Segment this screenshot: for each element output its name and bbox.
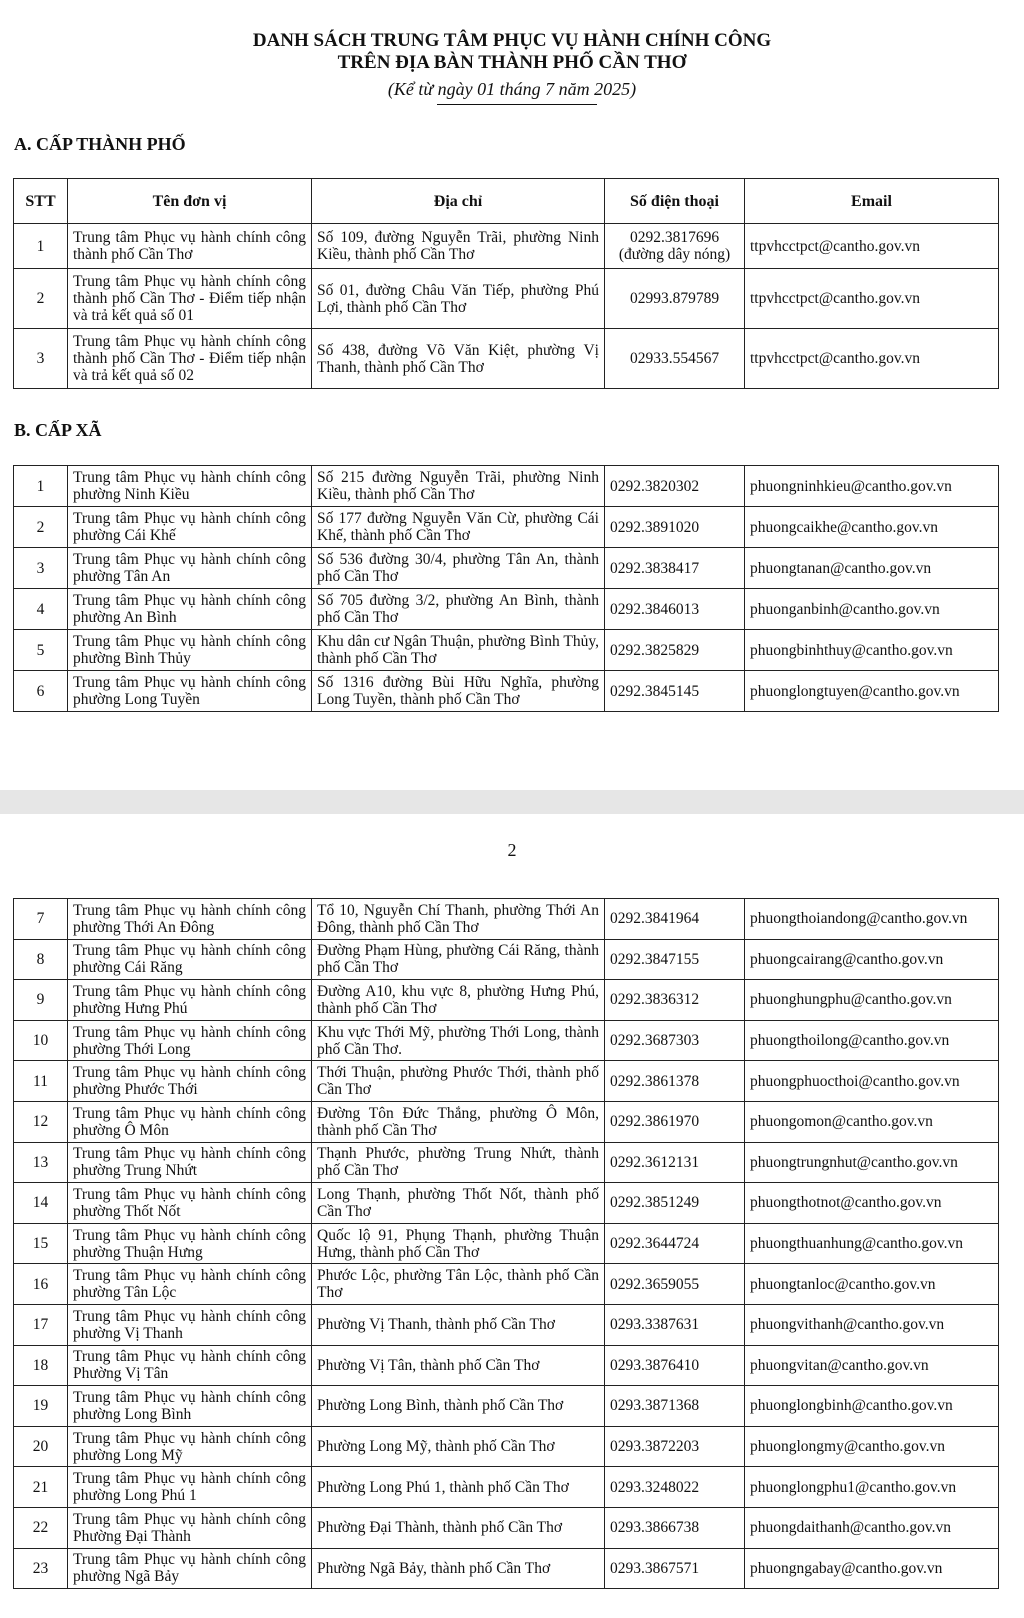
row-number: 16 xyxy=(14,1264,68,1305)
unit-phone[interactable]: 0292.3891020 xyxy=(605,507,745,548)
unit-email[interactable]: phuongthoiandong@cantho.gov.vn xyxy=(745,899,999,940)
unit-name: Trung tâm Phục vụ hành chính công phường Tân An xyxy=(68,548,312,589)
unit-email[interactable]: phuongomon@cantho.gov.vn xyxy=(745,1101,999,1142)
row-number: 4 xyxy=(14,589,68,630)
unit-phone[interactable]: 0292.3817696 (đường dây nóng) xyxy=(605,224,745,269)
unit-name: Trung tâm Phục vụ hành chính công thành phố Cần Thơ xyxy=(68,224,312,269)
unit-phone[interactable]: 02993.879789 xyxy=(605,269,745,329)
col-header-email: Email xyxy=(745,179,999,224)
table-row xyxy=(14,1345,999,1386)
table-row xyxy=(14,548,999,589)
unit-address: Phước Lộc, phường Tân Lộc, thành phố Cần Thơ xyxy=(312,1264,605,1305)
unit-phone[interactable]: 0293.3387631 xyxy=(605,1304,745,1345)
unit-phone[interactable]: 0292.3861970 xyxy=(605,1101,745,1142)
unit-phone[interactable]: 0293.3871368 xyxy=(605,1386,745,1427)
row-number: 11 xyxy=(14,1061,68,1102)
row-number: 8 xyxy=(14,939,68,980)
unit-email[interactable]: phuongninhkieu@cantho.gov.vn xyxy=(745,466,999,507)
unit-address: Số 1316 đường Bùi Hữu Nghĩa, phường Long Tuyền, thành phố Cần Thơ xyxy=(312,671,605,712)
unit-address: Tổ 10, Nguyễn Chí Thanh, phường Thới An Đông, thành phố Cần Thơ xyxy=(312,899,605,940)
row-number: 2 xyxy=(14,507,68,548)
table-city-level xyxy=(13,178,999,389)
unit-address: Khu vực Thới Mỹ, phường Thới Long, thành phố Cần Thơ. xyxy=(312,1020,605,1061)
table-row xyxy=(14,1101,999,1142)
unit-email[interactable]: phuongtanan@cantho.gov.vn xyxy=(745,548,999,589)
row-number: 13 xyxy=(14,1142,68,1183)
table-row xyxy=(14,1183,999,1224)
row-number: 22 xyxy=(14,1507,68,1548)
unit-name: Trung tâm Phục vụ hành chính công phường Bình Thủy xyxy=(68,630,312,671)
table-row xyxy=(14,1264,999,1305)
unit-name: Trung tâm Phục vụ hành chính công phường Trung Nhứt xyxy=(68,1142,312,1183)
unit-phone[interactable]: 0292.3841964 xyxy=(605,899,745,940)
table-row xyxy=(14,224,999,269)
table-row xyxy=(14,269,999,329)
row-number: 5 xyxy=(14,630,68,671)
unit-email[interactable]: phuonglongbinh@cantho.gov.vn xyxy=(745,1386,999,1427)
table-row xyxy=(14,939,999,980)
unit-address: Đường Tôn Đức Thắng, phường Ô Môn, thành phố Cần Thơ xyxy=(312,1101,605,1142)
row-number: 17 xyxy=(14,1304,68,1345)
unit-address: Phường Long Phú 1, thành phố Cần Thơ xyxy=(312,1467,605,1508)
unit-phone[interactable]: 0292.3687303 xyxy=(605,1020,745,1061)
unit-address: Số 215 đường Nguyễn Trãi, phường Ninh Kiều, thành phố Cần Thơ xyxy=(312,466,605,507)
title-underline xyxy=(437,104,597,105)
unit-email[interactable]: phuongcaikhe@cantho.gov.vn xyxy=(745,507,999,548)
unit-address: Số 438, đường Võ Văn Kiệt, phường Vị Thanh, thành phố Cần Thơ xyxy=(312,329,605,389)
document-page-2 xyxy=(0,814,1024,1618)
unit-email[interactable]: phuongthoilong@cantho.gov.vn xyxy=(745,1020,999,1061)
table-ward-level xyxy=(13,465,999,712)
table-row xyxy=(14,1507,999,1548)
unit-name: Trung tâm Phục vụ hành chính công Phường Vị Tân xyxy=(68,1345,312,1386)
unit-name: Trung tâm Phục vụ hành chính công thành phố Cần Thơ - Điểm tiếp nhận và trả kết quả số 01 xyxy=(68,269,312,329)
col-header-address: Địa chỉ xyxy=(312,179,605,224)
unit-phone[interactable]: 0292.3820302 xyxy=(605,466,745,507)
unit-phone[interactable]: 0292.3836312 xyxy=(605,980,745,1021)
unit-phone[interactable]: 0292.3838417 xyxy=(605,548,745,589)
document-title-line2: TRÊN ĐỊA BÀN THÀNH PHỐ CẦN THƠ xyxy=(337,52,687,73)
unit-name: Trung tâm Phục vụ hành chính công phường Tân Lộc xyxy=(68,1264,312,1305)
unit-phone[interactable]: 0293.3876410 xyxy=(605,1345,745,1386)
row-number: 10 xyxy=(14,1020,68,1061)
unit-address: Số 536 đường 30/4, phường Tân An, thành phố Cần Thơ xyxy=(312,548,605,589)
table-row xyxy=(14,671,999,712)
unit-phone[interactable]: 0292.3847155 xyxy=(605,939,745,980)
unit-email[interactable]: phuonganbinh@cantho.gov.vn xyxy=(745,589,999,630)
unit-email[interactable]: phuongngabay@cantho.gov.vn xyxy=(745,1548,999,1589)
unit-address: Số 705 đường 3/2, phường An Bình, thành phố Cần Thơ xyxy=(312,589,605,630)
unit-address: Phường Long Mỹ, thành phố Cần Thơ xyxy=(312,1426,605,1467)
row-number: 19 xyxy=(14,1386,68,1427)
unit-phone[interactable]: 0292.3825829 xyxy=(605,630,745,671)
unit-name: Trung tâm Phục vụ hành chính công phường Cái Khế xyxy=(68,507,312,548)
unit-address: Đường A10, khu vực 8, phường Hưng Phú, thành phố Cần Thơ xyxy=(312,980,605,1021)
table-row xyxy=(14,1548,999,1589)
table-row xyxy=(14,329,999,389)
unit-address: Số 01, đường Châu Văn Tiếp, phường Phú Lợi, thành phố Cần Thơ xyxy=(312,269,605,329)
unit-email[interactable]: ttpvhcctpct@cantho.gov.vn xyxy=(745,269,999,329)
unit-phone[interactable]: 0292.3612131 xyxy=(605,1142,745,1183)
unit-phone[interactable]: 0292.3846013 xyxy=(605,589,745,630)
unit-email[interactable]: ttpvhcctpct@cantho.gov.vn xyxy=(745,224,999,269)
unit-email[interactable]: ttpvhcctpct@cantho.gov.vn xyxy=(745,329,999,389)
unit-email[interactable]: phuongbinhthuy@cantho.gov.vn xyxy=(745,630,999,671)
page-separator xyxy=(0,790,1024,814)
row-number: 3 xyxy=(14,548,68,589)
unit-name: Trung tâm Phục vụ hành chính công phường Ninh Kiều xyxy=(68,466,312,507)
page-number: 2 xyxy=(507,840,517,860)
unit-email[interactable]: phuongtanloc@cantho.gov.vn xyxy=(745,1264,999,1305)
table-row xyxy=(14,1142,999,1183)
table-header-row xyxy=(14,179,999,224)
unit-name: Trung tâm Phục vụ hành chính công phường Ô Môn xyxy=(68,1101,312,1142)
unit-phone[interactable]: 0292.3861378 xyxy=(605,1061,745,1102)
unit-name: Trung tâm Phục vụ hành chính công phường Long Bình xyxy=(68,1386,312,1427)
unit-address: Phường Long Bình, thành phố Cần Thơ xyxy=(312,1386,605,1427)
unit-address: Phường Đại Thành, thành phố Cần Thơ xyxy=(312,1507,605,1548)
unit-phone[interactable]: 0292.3845145 xyxy=(605,671,745,712)
unit-email[interactable]: phuonglongmy@cantho.gov.vn xyxy=(745,1426,999,1467)
row-number: 12 xyxy=(14,1101,68,1142)
table-ward-level-continued xyxy=(13,898,999,1589)
table-row xyxy=(14,1386,999,1427)
col-header-name: Tên đơn vị xyxy=(68,179,312,224)
unit-phone[interactable]: 0292.3644724 xyxy=(605,1223,745,1264)
unit-name: Trung tâm Phục vụ hành chính công phường An Bình xyxy=(68,589,312,630)
unit-name: Trung tâm Phục vụ hành chính công phường Thốt Nốt xyxy=(68,1183,312,1224)
unit-email[interactable]: phuongthuanhung@cantho.gov.vn xyxy=(745,1223,999,1264)
unit-name: Trung tâm Phục vụ hành chính công phường Long Tuyền xyxy=(68,671,312,712)
unit-name: Trung tâm Phục vụ hành chính công phường Thới An Đông xyxy=(68,899,312,940)
table-row xyxy=(14,1223,999,1264)
table-row xyxy=(14,899,999,940)
unit-email[interactable]: phuongvithanh@cantho.gov.vn xyxy=(745,1304,999,1345)
row-number: 3 xyxy=(14,329,68,389)
unit-phone[interactable]: 02933.554567 xyxy=(605,329,745,389)
unit-email[interactable]: phuongthotnot@cantho.gov.vn xyxy=(745,1183,999,1224)
table-row xyxy=(14,1061,999,1102)
unit-address: Số 109, đường Nguyễn Trãi, phường Ninh Kiều, thành phố Cần Thơ xyxy=(312,224,605,269)
table-row xyxy=(14,630,999,671)
unit-phone[interactable]: 0293.3867571 xyxy=(605,1548,745,1589)
unit-email[interactable]: phuonglongphu1@cantho.gov.vn xyxy=(745,1467,999,1508)
unit-address: Phường Vị Tân, thành phố Cần Thơ xyxy=(312,1345,605,1386)
unit-phone[interactable]: 0292.3659055 xyxy=(605,1264,745,1305)
unit-phone[interactable]: 0293.3248022 xyxy=(605,1467,745,1508)
unit-name: Trung tâm Phục vụ hành chính công phường Ngã Bảy xyxy=(68,1548,312,1589)
row-number: 2 xyxy=(14,269,68,329)
col-header-stt: STT xyxy=(14,179,68,224)
unit-address: Số 177 đường Nguyễn Văn Cừ, phường Cái Khế, thành phố Cần Thơ xyxy=(312,507,605,548)
unit-email[interactable]: phuongtrungnhut@cantho.gov.vn xyxy=(745,1142,999,1183)
unit-email[interactable]: phuongvitan@cantho.gov.vn xyxy=(745,1345,999,1386)
row-number: 1 xyxy=(14,466,68,507)
unit-email[interactable]: phuongdaithanh@cantho.gov.vn xyxy=(745,1507,999,1548)
table-row xyxy=(14,466,999,507)
row-number: 21 xyxy=(14,1467,68,1508)
unit-address: Thạnh Phước, phường Trung Nhứt, thành phố Cần Thơ xyxy=(312,1142,605,1183)
unit-phone[interactable]: 0292.3851249 xyxy=(605,1183,745,1224)
unit-phone[interactable]: 0293.3872203 xyxy=(605,1426,745,1467)
unit-address: Phường Vị Thanh, thành phố Cần Thơ xyxy=(312,1304,605,1345)
unit-name: Trung tâm Phục vụ hành chính công Phường Đại Thành xyxy=(68,1507,312,1548)
unit-email[interactable]: phuonghungphu@cantho.gov.vn xyxy=(745,980,999,1021)
document-page-1 xyxy=(0,0,1024,790)
unit-address: Long Thạnh, phường Thốt Nốt, thành phố Cần Thơ xyxy=(312,1183,605,1224)
row-number: 20 xyxy=(14,1426,68,1467)
row-number: 15 xyxy=(14,1223,68,1264)
document-subtitle: (Kể từ ngày 01 tháng 7 năm 2025) xyxy=(387,79,637,99)
section-b-title: B. CẤP XÃ xyxy=(14,420,102,440)
row-number: 14 xyxy=(14,1183,68,1224)
row-number: 1 xyxy=(14,224,68,269)
table-row xyxy=(14,1020,999,1061)
table-row xyxy=(14,1467,999,1508)
row-number: 9 xyxy=(14,980,68,1021)
unit-name: Trung tâm Phục vụ hành chính công thành phố Cần Thơ - Điểm tiếp nhận và trả kết quả số 02 xyxy=(68,329,312,389)
unit-name: Trung tâm Phục vụ hành chính công phường Hưng Phú xyxy=(68,980,312,1021)
unit-email[interactable]: phuongcairang@cantho.gov.vn xyxy=(745,939,999,980)
unit-email[interactable]: phuonglongtuyen@cantho.gov.vn xyxy=(745,671,999,712)
unit-address: Khu dân cư Ngân Thuận, phường Bình Thủy, thành phố Cần Thơ xyxy=(312,630,605,671)
row-number: 6 xyxy=(14,671,68,712)
row-number: 18 xyxy=(14,1345,68,1386)
row-number: 7 xyxy=(14,899,68,940)
unit-name: Trung tâm Phục vụ hành chính công phường Phước Thới xyxy=(68,1061,312,1102)
table-row xyxy=(14,1304,999,1345)
unit-name: Trung tâm Phục vụ hành chính công phường Thới Long xyxy=(68,1020,312,1061)
table-row xyxy=(14,507,999,548)
unit-name: Trung tâm Phục vụ hành chính công phường Vị Thanh xyxy=(68,1304,312,1345)
unit-name: Trung tâm Phục vụ hành chính công phường Thuận Hưng xyxy=(68,1223,312,1264)
document-title-line1: DANH SÁCH TRUNG TÂM PHỤC VỤ HÀNH CHÍNH CÔNG xyxy=(252,30,772,51)
unit-name: Trung tâm Phục vụ hành chính công phường Long Phú 1 xyxy=(68,1467,312,1508)
unit-address: Phường Ngã Bảy, thành phố Cần Thơ xyxy=(312,1548,605,1589)
unit-name: Trung tâm Phục vụ hành chính công phường Cái Răng xyxy=(68,939,312,980)
row-number: 23 xyxy=(14,1548,68,1589)
col-header-phone: Số điện thoại xyxy=(605,179,745,224)
unit-name: Trung tâm Phục vụ hành chính công phường Long Mỹ xyxy=(68,1426,312,1467)
unit-email[interactable]: phuongphuocthoi@cantho.gov.vn xyxy=(745,1061,999,1102)
table-row xyxy=(14,589,999,630)
table-row xyxy=(14,1426,999,1467)
section-a-title: A. CẤP THÀNH PHỐ xyxy=(14,134,186,154)
unit-address: Quốc lộ 91, Phụng Thạnh, phường Thuận Hưng, thành phố Cần Thơ xyxy=(312,1223,605,1264)
table-row xyxy=(14,980,999,1021)
unit-address: Thới Thuận, phường Phước Thới, thành phố Cần Thơ xyxy=(312,1061,605,1102)
unit-address: Đường Phạm Hùng, phường Cái Răng, thành phố Cần Thơ xyxy=(312,939,605,980)
unit-phone[interactable]: 0293.3866738 xyxy=(605,1507,745,1548)
